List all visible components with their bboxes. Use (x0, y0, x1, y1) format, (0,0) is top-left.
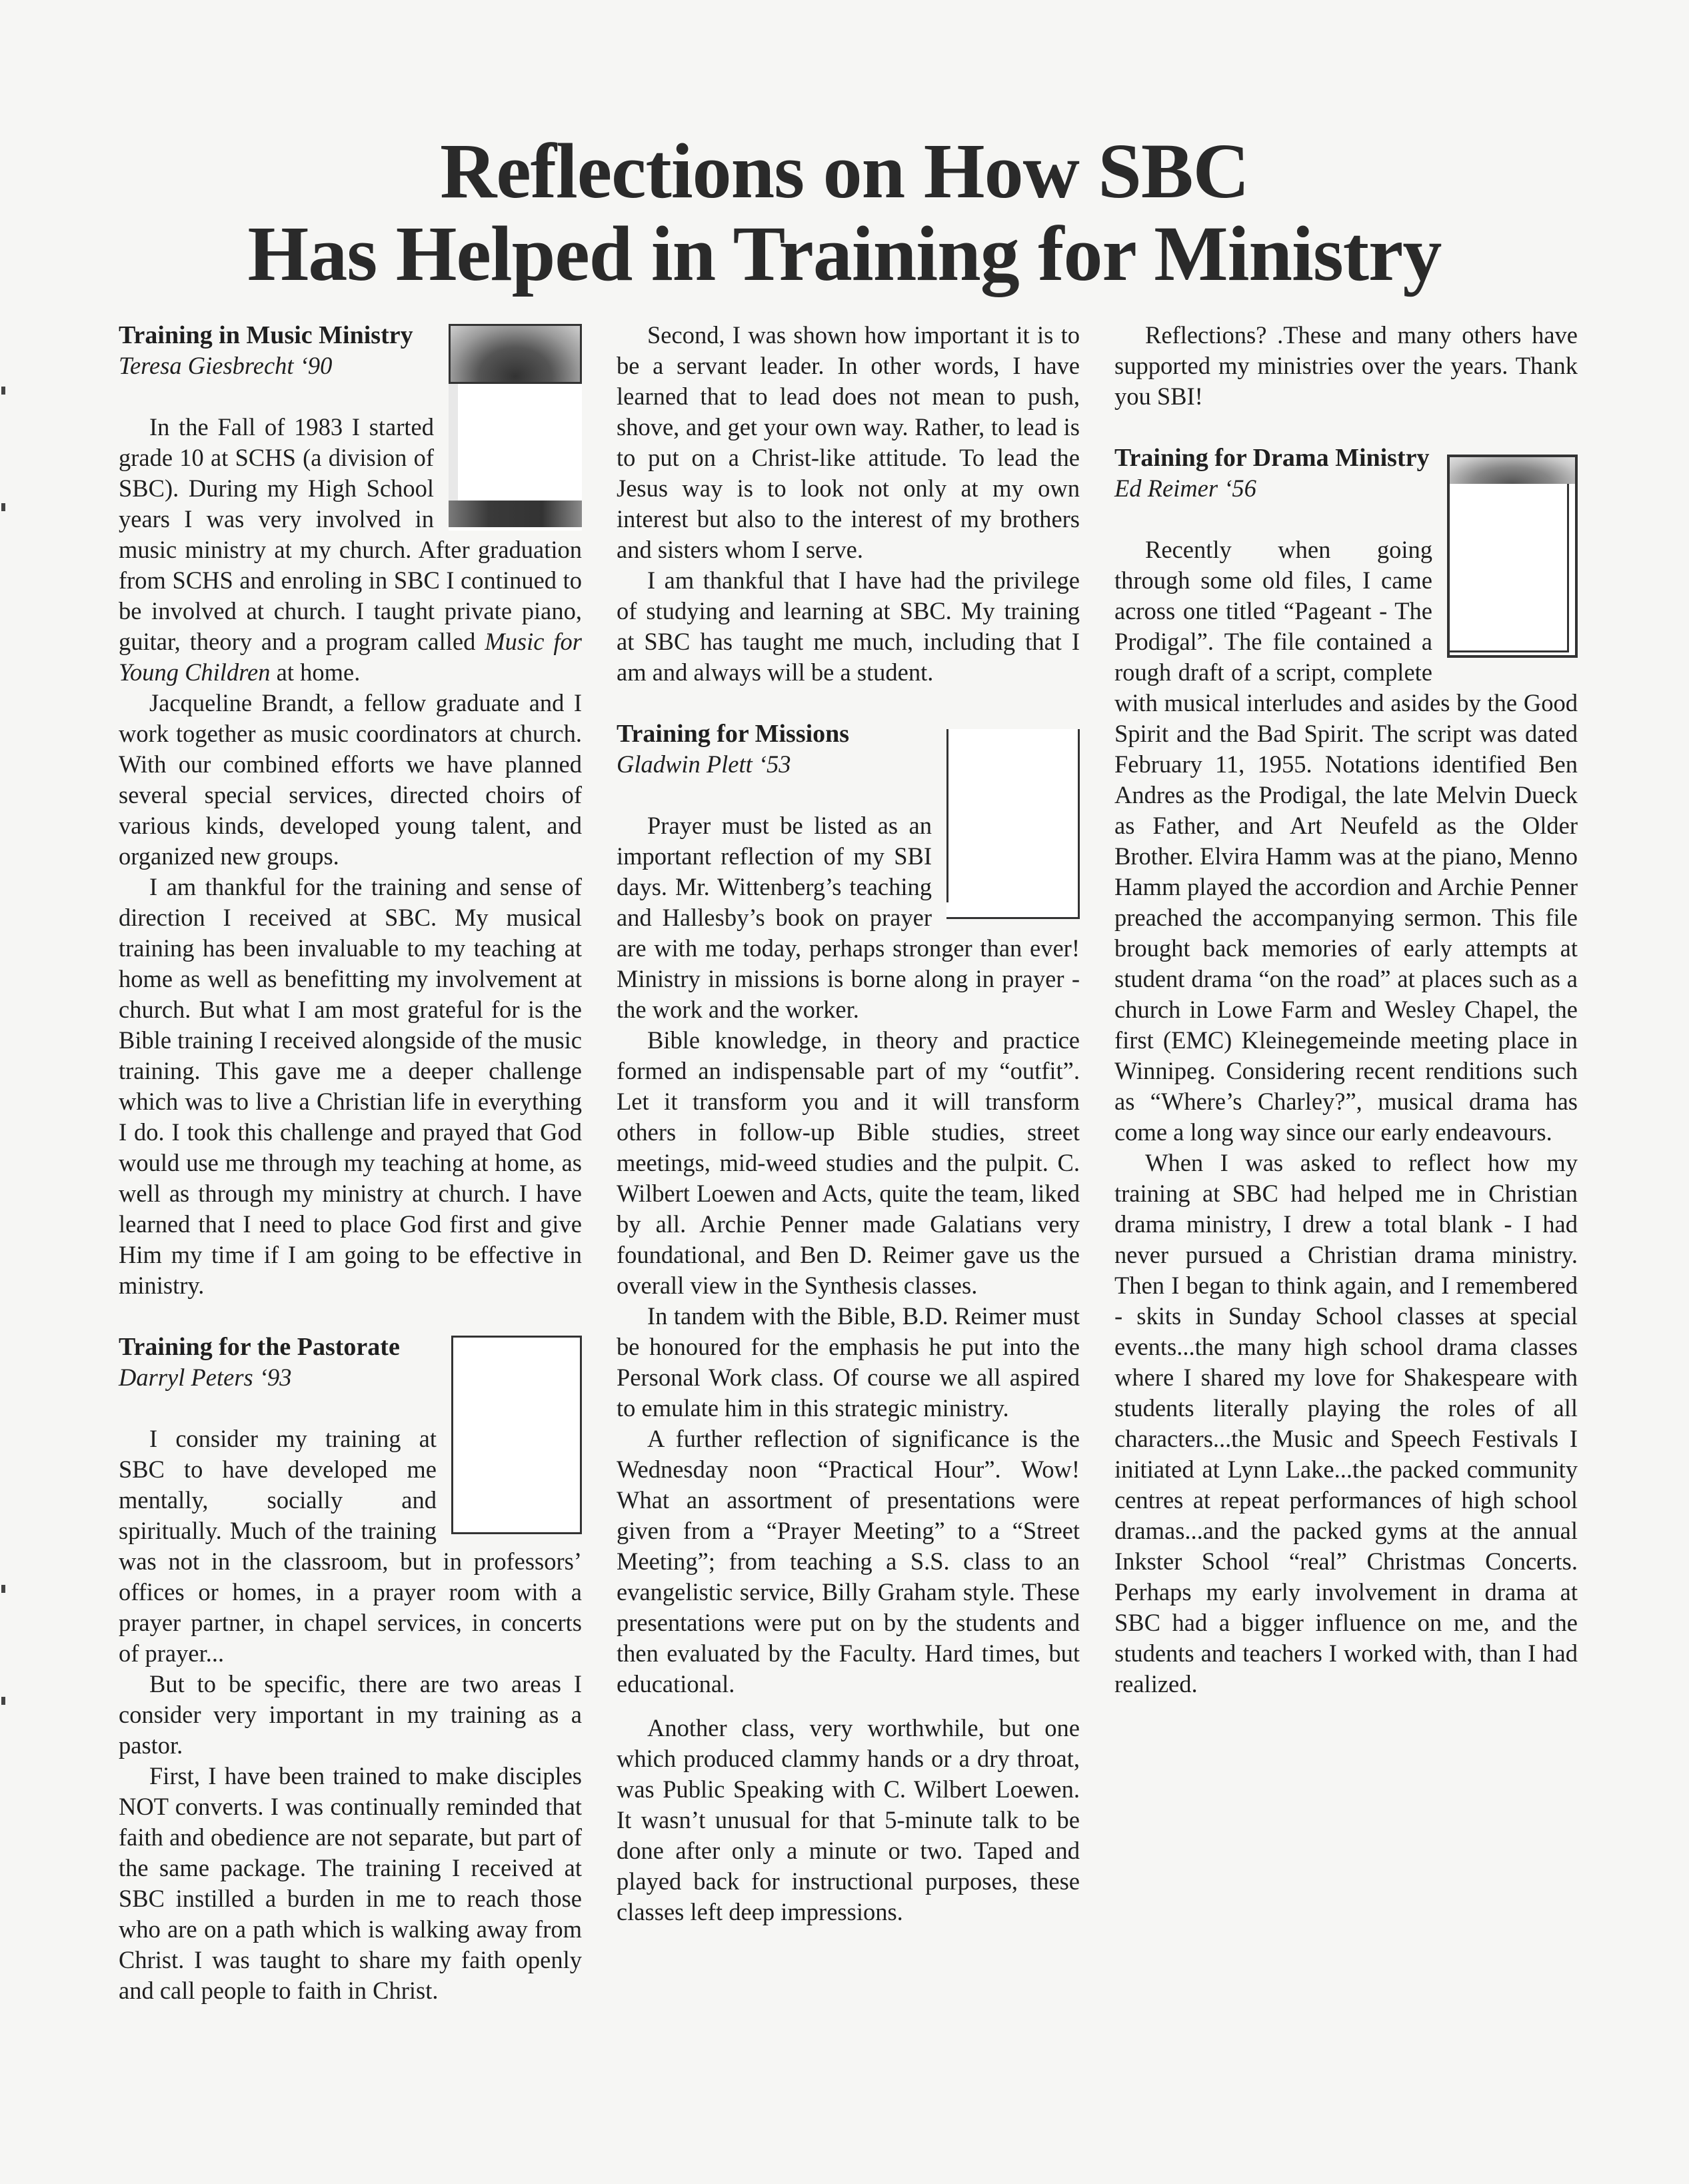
missions-paragraph-1: Prayer must be listed as an important reflection of my SBI days. Mr. Wittenberg’s teaching and Hallesby’s book on prayer are with me today, perhaps stronger than ever! Ministry in missions is borne along in prayer - the work and the worker. (617, 812, 1080, 1023)
author-photo-ed (1447, 455, 1578, 658)
column-2 (617, 320, 1080, 1927)
music-paragraph-2: Jacqueline Brandt, a fellow graduate and I work together as music coordinators at church. With our combined efforts we have planned several special services, directed choirs of various kinds, developed young talent, and organized new groups. (119, 689, 582, 870)
missions-paragraph-2: Bible knowledge, in theory and practice formed an indispensable part of my “outfit”. Let it transform you and it will transform others in follow-up Bible studies, street meetings, mid-weed studies and the pulpit. C. Wilbert Loewen and Acts, quite the team, liked by all. Archie Penner made Galatians very foundational, and Ben D. Reimer gave us the overall view in the Synthesis classes. (617, 1026, 1080, 1299)
drama-paragraph-2: When I was asked to reflect how my training at SBC had helped me in Christian drama ministry, I drew a total blank - I had never pursued a Christian drama ministry. Then I began to think again, and I remembered - skits in Sunday School classes at special events...the many high school drama classes where I shared my love for Shakespeare with students literally playing the roles of all characters...the Music and Speech Festivals I initiated at Lynn Lake...the packed community centres at repeat performances of high school dramas...and the packed gyms at the annual Inkster School “real” Christmas Concerts. Perhaps my early involvement in drama at SBC had a bigger influence on me, and the students and teachers I worked with, than I had realized. (1114, 1149, 1578, 1697)
margin-mark (1, 387, 5, 395)
pastorate-paragraph-3: First, I have been trained to make disciples NOT converts. I was continually reminded that faith and obedience are not separate, but part of the same package. The training I received at SBC instilled a burden in me to reach those who are on a path which is walking away from Christ. I was taught to share my faith openly and call people to faith in Christ. (119, 1762, 582, 2004)
pastorate-paragraph-1: I consider my training at SBC to have developed me mentally, socially and spiritually. Much of the training was not in the classroom, but in professors’ offices or homes, in a prayer room with a prayer partner, in chapel services, in concerts of prayer... (119, 1425, 582, 1667)
section-heading-pastorate: Training for the Pastorate (119, 1333, 400, 1361)
missions-paragraph-5: Another class, very worthwhile, but one which produced clammy hands or a dry throat, was Public Speaking with C. Wilbert Loewen. It wasn’t unusual for that 5-minute talk to be done after only a minute or two. Taped and played back for instructional purposes, these classes left deep impressions. (617, 1714, 1080, 1925)
page-title-line-2: Has Helped in Training for Ministry (247, 210, 1442, 297)
section-heading-music: Training in Music Ministry (119, 321, 413, 349)
column-3 (1114, 320, 1578, 1699)
missions-paragraph-4: A further reflection of significance is the Wednesday noon “Practical Hour”. Wow! What an assortment of presentations were given from a “Prayer Meeting” to a “Street Meeting”; from teaching a S.S. class to an evangelistic service, Billy Graham style. These presentations were put on by the students and then evaluated by the Faculty. Hard times, but educational. (617, 1425, 1080, 1697)
margin-mark (1, 503, 5, 511)
page-title (0, 127, 1689, 297)
music-paragraph-3: I am thankful for the training and sense of direction I received at SBC. My musical training has been invaluable to my teaching at home as well as benefitting my involvement at church. But what I am most grateful for is the Bible training I received alongside of the music training. This gave me a deeper challenge which was to live a Christian life in everything I do. I took this challenge and prayed that God would use me through my teaching at home, as well as through my ministry at church. I have learned that I need to place God first and give Him my time if I am going to be effective in ministry. (119, 873, 582, 1299)
missions-paragraph-3: In tandem with the Bible, B.D. Reimer must be honoured for the emphasis he put into the Personal Work class. Of course we all aspired to emulate him in this strategic ministry. (617, 1302, 1080, 1422)
section-heading-missions: Training for Missions (617, 720, 850, 748)
drama-paragraph-1: Recently when going through some old files, I came across one titled “Pageant - The Prodigal”. The file contained a rough draft of a script, complete with musical interludes and asides by the Good Spirit and the Bad Spirit. The script was dated February 11, 1955. Notations identified Ben Andres as the Prodigal, the late Melvin Dueck as Father, and Art Neufeld as the Older Brother. Elvira Hamm was at the piano, Menno Hamm played the accordion and Archie Penner preached the accompanying sermon. This file brought back memories of early attempts at student drama “on the road” at places such as a church in Lowe Farm and Wesley Chapel, the first (EMC) Kleinegemeinde meeting place in Winnipeg. Considering recent renditions such as “Where’s Charley?”, musical drama has come a long way since our early endeavours. (1114, 536, 1578, 1146)
music-paragraph-1: In the Fall of 1983 I started grade 10 at SCHS (a division of SBC). During my High School years I was very involved in music ministry at my church. After graduation from SCHS and enroling in SBC I continued to be involved at church. I taught private piano, guitar, theory and a program called Music for Young Children at home. (119, 413, 583, 686)
section-author-music: Teresa Giesbrecht ‘90 (119, 352, 333, 379)
margin-mark (1, 1585, 5, 1593)
page-title-line-1: Reflections on How SBC (440, 127, 1249, 215)
missions-paragraph-6: Reflections? .These and many others have supported my ministries over the years. Thank you SBI! (1114, 321, 1578, 410)
column-1 (119, 320, 582, 2006)
section-author-missions: Gladwin Plett ‘53 (617, 750, 791, 778)
section-author-drama: Ed Reimer ‘56 (1114, 475, 1256, 502)
pastorate-paragraph-2: But to be specific, there are two areas I consider very important in my training as a pastor. (119, 1670, 582, 1759)
pastorate-paragraph-4: Second, I was shown how important it is to be a servant leader. In other words, I have learned that to lead does not mean to push, shove, and get your own way. Rather, to lead is to put on a Christ-like attitude. To lead the Jesus way is to look not only at my own interest but also to the interest of my brothers and sisters whom I serve. (617, 321, 1080, 563)
author-photo-darryl (451, 1336, 582, 1534)
author-photo-teresa (449, 324, 582, 531)
pastorate-paragraph-5: I am thankful that I have had the privilege of studying and learning at SBC. My training at SBC has taught me much, including that I am and always will be a student. (617, 566, 1080, 686)
margin-mark (1, 1697, 5, 1705)
section-heading-drama: Training for Drama Ministry (1114, 444, 1430, 472)
author-photo-gladwin (946, 729, 1080, 919)
section-author-pastorate: Darryl Peters ‘93 (119, 1364, 292, 1391)
